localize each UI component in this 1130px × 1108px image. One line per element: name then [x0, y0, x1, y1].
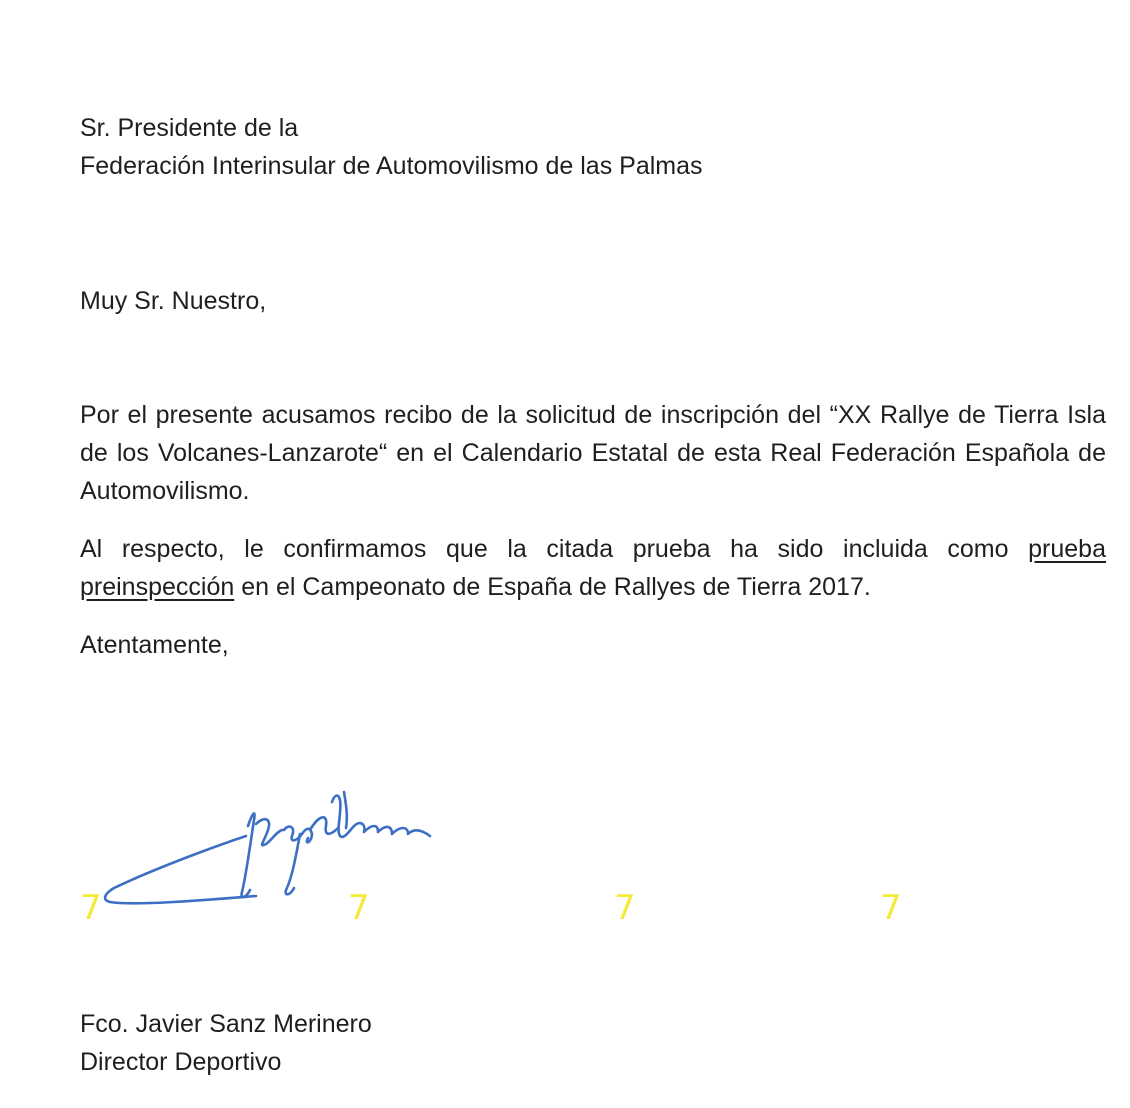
paragraph-2-text-end: en el Campeonato de España de Rallyes de Tierra 2017.	[234, 573, 871, 601]
recipient-line-2: Federación Interinsular de Automovilismo de las Palmas	[80, 152, 703, 180]
body-paragraph-2	[80, 530, 1106, 606]
signatory-title: Director Deportivo	[80, 1048, 282, 1076]
signature-mark-4: 7	[880, 888, 902, 928]
body-paragraph-1: Por el presente acusamos recibo de la solicitud de inscripción del “XX Rallye de Tierra Isla de los Volcanes-Lanzarote“ en el Calendario Estatal de esta Real Federación Española de Automovilismo.	[80, 401, 1106, 505]
handwritten-signature	[96, 786, 436, 908]
recipient-line-1: Sr. Presidente de la	[80, 114, 299, 142]
signature-mark-1: 7	[80, 888, 102, 928]
closing: Atentamente,	[80, 631, 229, 659]
paragraph-2-text-start: Al respecto, le confirmamos que la citada prueba ha sido incluida como	[80, 535, 1029, 563]
signature-mark-3: 7	[614, 888, 636, 928]
underlined-phrase: prueba preinspección	[80, 535, 1106, 601]
signatory-name: Fco. Javier Sanz Merinero	[80, 1010, 372, 1038]
signature-mark-2: 7	[348, 888, 370, 928]
salutation: Muy Sr. Nuestro,	[80, 287, 267, 315]
